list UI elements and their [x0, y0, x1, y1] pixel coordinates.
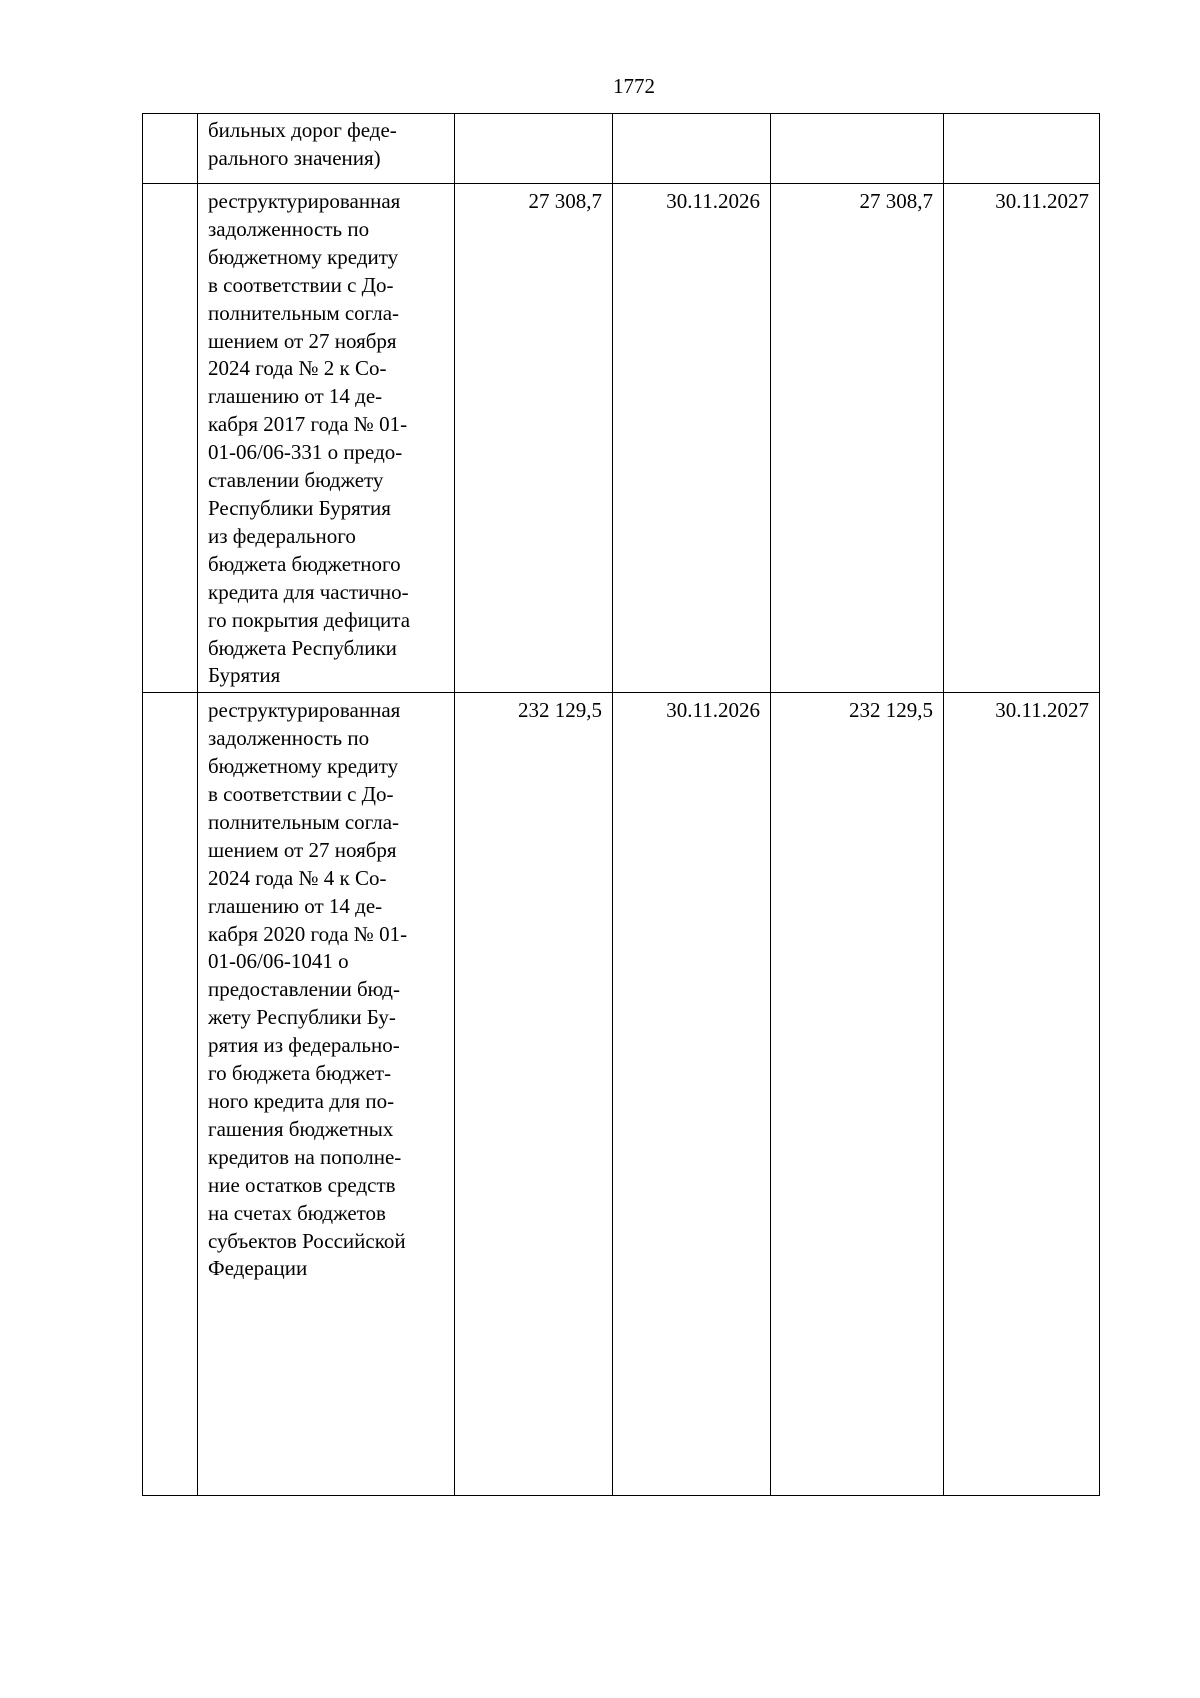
description-line: реструктурированная [208, 698, 401, 723]
description-line: в соответствии с До- [208, 782, 394, 807]
description-line: шением от 27 ноября [208, 328, 397, 353]
description-line: ние остатков средств [208, 1172, 396, 1197]
description-line: го покрытия дефицита [208, 607, 411, 632]
amount-2026-cell: 27 308,7 [455, 184, 613, 693]
amount-2027-cell [771, 114, 944, 184]
row-number-cell [143, 114, 198, 184]
description-line: 01-06/06-1041 о [208, 949, 349, 974]
debt-table [142, 113, 1100, 1496]
description-line: кабря 2017 года № 01- [208, 412, 408, 437]
description-line: гашения бюджетных [208, 1116, 394, 1141]
description-line: Республики Бурятия [208, 495, 391, 520]
description-line: кабря 2020 года № 01- [208, 921, 408, 946]
description-line: полнительным согла- [208, 300, 400, 325]
description-line: глашению от 14 де- [208, 384, 383, 409]
description-line: ного кредита для по- [208, 1089, 395, 1113]
description-line: бюджета Республики [208, 635, 397, 660]
description-line: жету Республики Бу- [208, 1005, 396, 1030]
page-number: 1772 [613, 74, 655, 98]
repayment-date-2027-cell: 30.11.2027 [944, 693, 1100, 1496]
repayment-date-2027-cell [944, 114, 1100, 184]
repayment-date-2027-cell: 30.11.2027 [944, 184, 1100, 693]
description-cell [198, 693, 455, 1496]
description-line: го бюджета бюджет- [208, 1061, 392, 1086]
description-line: кредитов на пополне- [208, 1144, 402, 1169]
table-row [143, 693, 1100, 1496]
description-line: бюджетному кредиту [208, 244, 399, 269]
description-line: бюджетному кредиту [208, 754, 399, 779]
amount-2027-cell: 27 308,7 [771, 184, 944, 693]
amount-2026-cell: 232 129,5 [455, 693, 613, 1496]
description-line: задолженность по [208, 216, 370, 241]
description-line: 2024 года № 4 к Со- [208, 865, 387, 890]
description-cell [198, 114, 455, 184]
description-line: предоставлении бюд- [208, 977, 400, 1002]
description-line: Бурятия [208, 663, 281, 688]
table-row [143, 114, 1100, 184]
description-line: рятия из федерально- [208, 1033, 400, 1058]
description-cell [198, 184, 455, 693]
description-line: реструктурированная [208, 189, 401, 213]
description-line: шением от 27 ноября [208, 837, 397, 862]
debt-table-body [143, 114, 1100, 1496]
description-line: глашению от 14 де- [208, 893, 383, 918]
row-number-cell [143, 693, 198, 1496]
description-line: задолженность по [208, 726, 370, 751]
repayment-date-2026-cell: 30.11.2026 [613, 693, 771, 1496]
amount-2027-cell: 232 129,5 [771, 693, 944, 1496]
description-line: в соответствии с До- [208, 272, 394, 297]
description-line: полнительным согла- [208, 809, 400, 834]
amount-2026-cell [455, 114, 613, 184]
description-line: рального значения) [208, 145, 381, 170]
table-row [143, 184, 1100, 693]
description-line: Федерации [208, 1256, 308, 1281]
repayment-date-2026-cell: 30.11.2026 [613, 184, 771, 693]
description-line: бильных дорог феде- [208, 118, 397, 142]
description-line: ставлении бюджету [208, 468, 384, 493]
repayment-date-2026-cell [613, 114, 771, 184]
description-line: из федерального [208, 523, 356, 548]
description-line: субъектов Российской [208, 1228, 406, 1253]
description-line: 2024 года № 2 к Со- [208, 356, 387, 381]
row-number-cell [143, 184, 198, 693]
description-line: бюджета бюджетного [208, 551, 401, 576]
description-line: на счетах бюджетов [208, 1200, 386, 1225]
description-line: 01-06/06-331 о предо- [208, 440, 403, 465]
description-line: кредита для частично- [208, 579, 409, 604]
